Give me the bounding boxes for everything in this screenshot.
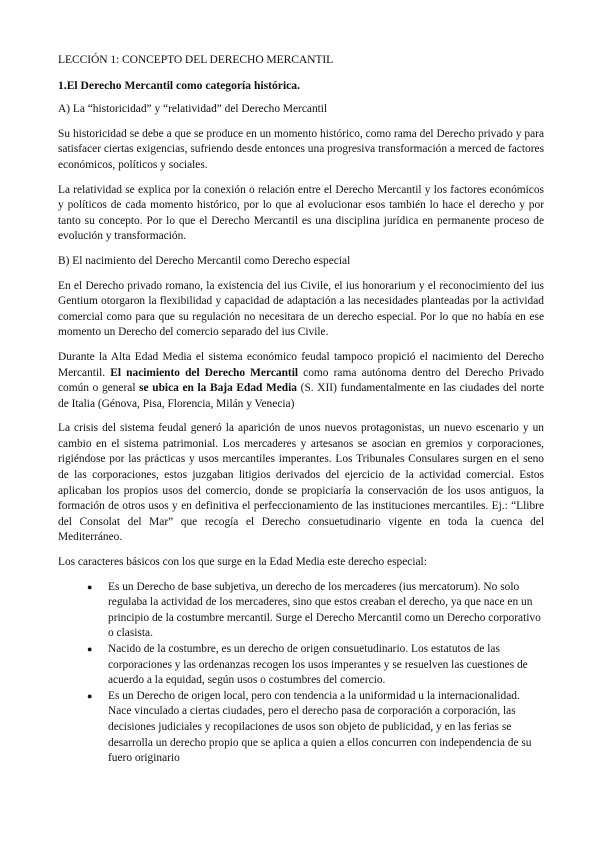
bold-text: El nacimiento del Derecho Mercantil — [110, 366, 299, 379]
list-item — [87, 580, 544, 642]
list-item — [87, 689, 544, 767]
list-item-text: Es un Derecho de origen local, pero con tendencia a la uniformidad u la internacionalidad. Nace vinculado a ciertas ciudades, pero el derecho pasa de corporación a corporación, las decisiones judiciales y recopilaciones de usos son objeto de publicidad, y en las ferias se desarrolla un derecho propio que se aplica a quien a ellos concurren con independencia de su fuero originario — [108, 689, 532, 765]
list-item-text: Nacido de la costumbre, es un derecho de origen consuetudinario. Los estatutos de las corporaciones y las ordenanzas recogen los usos imperantes y se resuelven las cuestiones de acuerdo a la equidad, según usos o costumbres del comercio. — [108, 643, 528, 687]
subsection-heading: B) El nacimiento del Derecho Mercantil como Derecho especial — [58, 254, 351, 267]
bullet-icon: ● — [87, 644, 93, 654]
paragraph-relatividad: La relatividad se explica por la conexión o relación entre el Derecho Mercantil y los factores económicos y políticos de cada momento histórico, por lo que al evolucionar esos también lo hace el derecho y por tanto su concepto. Por lo que el Derecho Mercantil es una disciplina jurídica en permanente proceso de evolución y transformación. — [58, 183, 544, 243]
bold-text: se ubica en la Baja Edad Media — [139, 382, 298, 395]
paragraph-crisis-feudal: La crisis del sistema feudal generó la aparición de unos nuevos protagonistas, un nuevo escenario y un cambio en el sistema patrimonial. Los mercaderes y artesanos se asocian en gremios y corporaciones, rigiéndose por las prácticas y usos mercantiles imperantes. Los Tribunales Consulares surgen en el seno de las corporaciones, estos juzgaban litigios derivados del ejercicio de la actividad comercial. Estos aplicaban los propios usos del comercio, donde se propiciaría la conservación de los usos antiguos, la formación de otros usos y en definitiva el perfeccionamiento de las instituciones mercantiles. Ej.: “Llibre del Consolat del Mar” que recogía el Derecho consuetudinario vigente en toda la cuenca del Mediterráneo. — [58, 422, 544, 544]
paragraph-alta-edad-media — [58, 350, 544, 412]
lesson-title: LECCIÓN 1: CONCEPTO DEL DERECHO MERCANTIL — [58, 53, 334, 66]
text-run: (S. XII) fundamentalmente en las ciudades del norte de Italia (Génova, Pisa, Florencia, Milán y Venecia) — [58, 382, 545, 410]
subsection-heading: A) La “historicidad” y “relatividad” del Derecho Mercantil — [58, 103, 328, 116]
section-heading: 1.El Derecho Mercantil como categoría histórica. — [58, 78, 301, 92]
bullet-icon: ● — [87, 690, 93, 701]
list-item-text: Es un Derecho de base subjetiva, un derecho de los mercaderes (ius mercatorum). No solo regulaba la actividad de los mercaderes, sino que estos creaban el derecho, ya que nace en un principio de la costumbre mercantil. Surge el Derecho Mercantil como un Derecho corporativo o clasista. — [108, 580, 541, 640]
text-run: Durante la Alta Edad Media el sistema económico feudal tampoco propició el nacimiento del Derecho Mercantil. — [58, 350, 544, 379]
paragraph-caracteres-intro: Los caracteres básicos con los que surge en la Edad Media este derecho especial: — [58, 556, 427, 569]
characteristics-list — [58, 580, 544, 767]
list-item — [87, 642, 544, 689]
bullet-icon: ● — [87, 581, 93, 592]
text-run: como rama autónoma dentro del Derecho Privado común o general — [58, 366, 544, 395]
paragraph-derecho-romano: En el Derecho privado romano, la existencia del ius Civile, el ius honorarium y el reconocimiento del ius Gentium otorgaron la flexibilidad y capacidad de adaptación a las necesidades planteadas por la actividad comercial como para que su regulación no necesitara de un derecho especial. Por lo que no había en ese momento un Derecho del comercio separado del ius Civile. — [58, 279, 544, 339]
paragraph-historicidad: Su historicidad se debe a que se produce en un momento histórico, como rama del Derecho privado y para satisfacer ciertas exigencias, sufriendo desde entonces una progresiva transformación a merced de factores económicos, políticos y sociales. — [58, 127, 544, 171]
